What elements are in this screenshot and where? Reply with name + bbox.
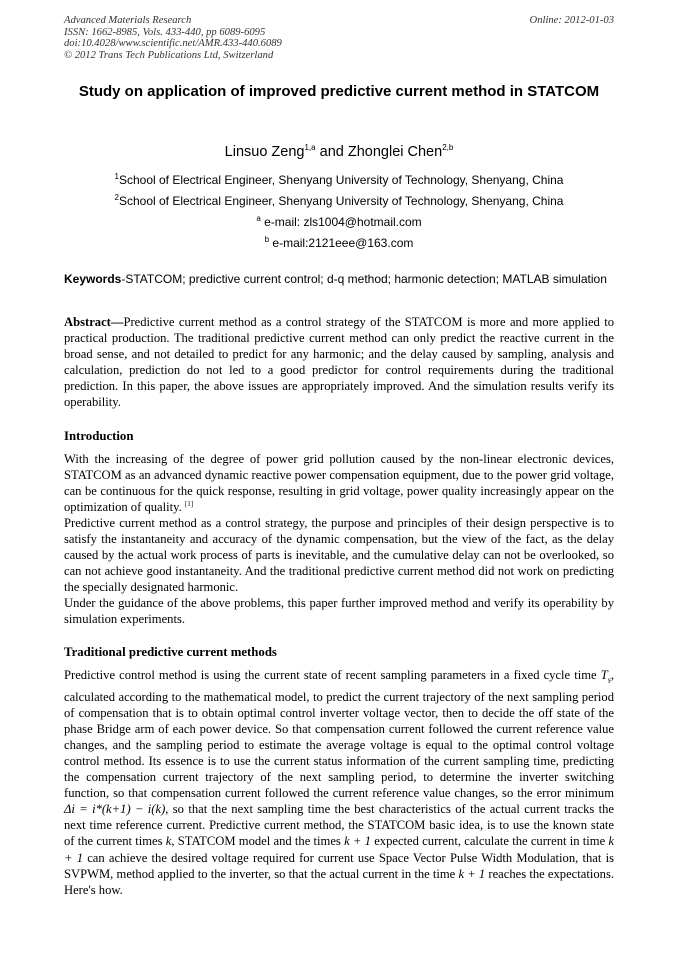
- math-k-plus-1-c: k + 1: [458, 866, 486, 881]
- copyright-line: © 2012 Trans Tech Publications Ltd, Switzerland: [64, 49, 274, 61]
- doi-line: doi:10.4028/www.scientific.net/AMR.433-440.6089: [64, 38, 282, 49]
- issn-line: ISSN: 1662-8985, Vols. 433-440, pp 6089-6095: [64, 26, 266, 38]
- author-and: and: [319, 144, 344, 160]
- heading-introduction: Introduction: [64, 429, 134, 443]
- trad-s7: reaches the expectations. Here's how.: [64, 866, 614, 897]
- math-k-plus-1-b: k + 1: [64, 834, 614, 865]
- author-2-sup: 2,b: [442, 143, 454, 153]
- affiliation-1-text: School of Electrical Engineer, Shenyang University of Technology, Shenyang, China: [118, 173, 564, 187]
- author-1-sup: 1,a: [304, 143, 316, 153]
- math-ts: [600, 668, 611, 685]
- paper-title: Study on application of improved predictive current method in STATCOM: [78, 83, 600, 100]
- math-ts-main: T: [600, 668, 608, 682]
- math-k: k: [165, 834, 172, 849]
- affiliation-2: [64, 194, 614, 208]
- trad-s1: Predictive control method is using the current state of recent sampling parameters in a fixed cycle time: [64, 668, 601, 682]
- trad-s4: , STATCOM model and the times: [171, 834, 345, 849]
- affiliation-1: [64, 173, 614, 187]
- email-a: [64, 215, 614, 229]
- author-2: Zhonglei Chen: [347, 144, 443, 160]
- journal-name: Advanced Materials Research: [64, 15, 192, 26]
- journal-header: [64, 15, 282, 61]
- abstract-text: Predictive current method as a control strategy of the STATCOM is more and more applied to practical production. The traditional predictive current method can only predict the reactive current in the broad sense, and not detailed to predict for any harmonic; and the delay caused by sampling, analysis and calculation, prediction do not led to a good predictor for control requirements during the traditional prediction. In this paper, the above issues are appropriately improved. And the simulation results verify its operability.: [64, 315, 614, 410]
- keywords-text: -STATCOM; predictive current control; d-q method; harmonic detection; MATLAB simulation: [121, 272, 607, 286]
- heading-traditional-methods: Traditional predictive current methods: [64, 645, 277, 659]
- author-1: Linsuo Zeng: [224, 144, 305, 160]
- intro-paragraph-2: Predictive current method as a control strategy, the purpose and principles of their design perspective is to satisfy the instantaneity and accuracy of the dynamic compensation, but the view of the fact, as the delay caused by the actual work process of parts is inevitable, and the cumulative delay can not be overlooked, so can not achieve good instantaneity. And the traditional predictive current method did not work on predicting the specially designated harmonic.: [64, 516, 614, 595]
- intro-paragraph-3: Under the guidance of the above problems, this paper further improved method and verify its operability by simulation experiments.: [64, 596, 614, 627]
- email-a-sup: a: [256, 214, 261, 223]
- citation-1: [1]: [184, 500, 194, 509]
- math-error-equation: Δi = i*(k+1) − i(k): [64, 802, 166, 817]
- keywords: [64, 272, 614, 288]
- trad-s2: , calculated according to the mathematical model, to predict the current trajectory of the next sampling period of compensation that is to obtain optimal control inverter voltage vector, then to decide the off state of the phase Bridge arm of each power device. So that compensation current followed the current reference value changes, and the sampling period to estimate the average voltage is equal to the optimal control voltage control method. Its essence is to use the current status information of the current sampling time, predicting the compensation current trajectory of the next sampling period, to determine the inverter switching function, so that compensation current followed the current reference value changes, so the error minimum: [64, 668, 614, 801]
- online-date: Online: 2012-01-03: [529, 15, 614, 26]
- keywords-label: Keywords: [64, 272, 122, 286]
- affiliation-2-text: School of Electrical Engineer, Shenyang University of Technology, Shenyang, China: [118, 194, 564, 208]
- trad-s3: , so that the next sampling time the best characteristics of the actual current tracks the next time reference current. Predictive current method, the STATCOM basic idea, is to use the known state of the current times: [64, 802, 614, 849]
- math-ts-sub: s: [607, 675, 611, 685]
- trad-s6: can achieve the desired voltage required for current use Space Vector Pulse Width Modulation, that is SVPWM, method applied to the inverter, so that the actual current in the time: [64, 850, 614, 881]
- trad-s5: expected current, calculate the current in time: [370, 834, 609, 849]
- intro-paragraph-1: [64, 451, 614, 515]
- math-k-plus-1-a: k + 1: [344, 834, 371, 849]
- email-b-sup: b: [264, 235, 270, 244]
- email-b: [64, 236, 614, 250]
- email-a-text: e-mail: zls1004@hotmail.com: [260, 215, 422, 229]
- abstract-label: Abstract—: [64, 315, 124, 329]
- traditional-paragraph: [64, 667, 614, 898]
- affiliation-1-sup: 1: [114, 172, 119, 181]
- abstract: [64, 314, 614, 411]
- affiliation-2-sup: 2: [114, 193, 119, 202]
- email-b-text: e-mail:2121eee@163.com: [269, 236, 414, 250]
- author-line: [64, 144, 614, 160]
- intro-p1-text: With the increasing of the degree of power grid pollution caused by the non-linear electronic devices, STATCOM as an advanced dynamic reactive power compensation equipment, due to the power grid voltage, can be continuous for the quick response, resulting in grid voltage, power quality increasingly appear on the optimization of quality.: [64, 452, 614, 515]
